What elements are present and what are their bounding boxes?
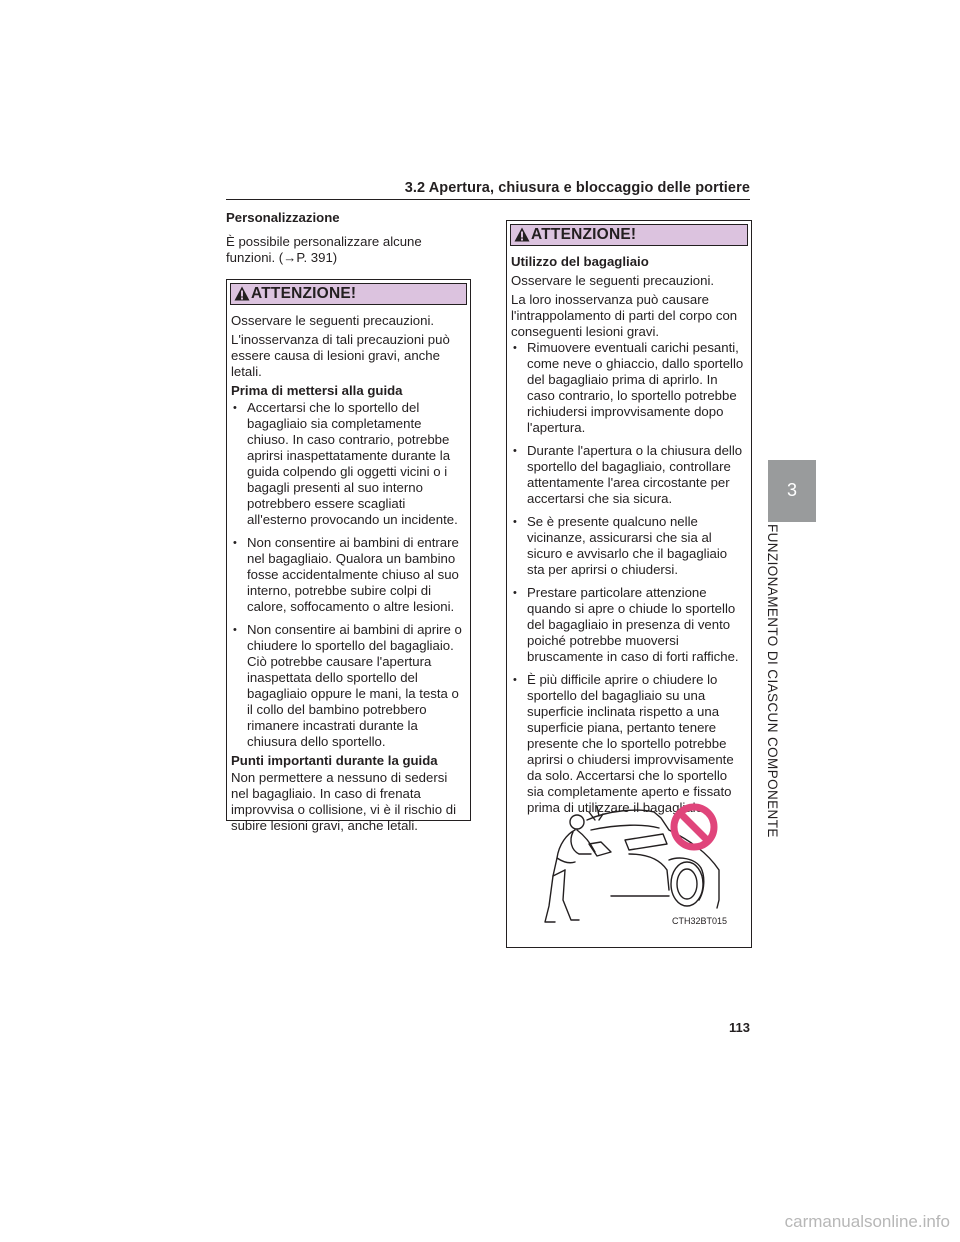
warning-header [510,224,748,246]
bullet-list [511,340,747,816]
list-item: • Rimuovere eventuali carichi pesanti, come neve o ghiaccio, dallo sportello del bagagliaio prima di aprirlo. In caso contrario, lo sportello potrebbe richiudersi improvvisamente dopo l'apertura. [511,340,747,436]
warning-title: ATTENZIONE! [531,226,637,243]
list-item: • Non consentire ai bambini di aprire o chiudere lo sportello del bagagliaio. Ciò potrebbe causare l'apertura inaspettata dello sportello del bagagliaio oppure le mani, la testa o il collo del bambino potrebbero rimanere incastrati durante la chiusura dello sportello. [231,622,466,750]
warning-subtitle: Utilizzo del bagagliaio [511,254,649,269]
bullet-list [231,400,466,750]
chapter-label [760,524,784,838]
list-item: • Se è presente qualcuno nelle vicinanze, assicurarsi che sia al sicuro e avvisarlo che il bagagliaio sta per aprirsi o chiudersi. [511,514,747,578]
left-column [226,210,470,270]
warning-text: La loro inosservanza può causare l'intrappolamento di parti del corpo con conseguenti lesioni gravi. [511,292,738,339]
warning-text: Osservare le seguenti precauzioni. [511,273,715,288]
watermark: carmanualsonline.info [784,1212,950,1231]
section-text: È possibile personalizzare alcune funzioni. (→P. 391) [226,234,422,265]
warning-subtitle: Punti importanti durante la guida [231,753,438,768]
list-item: • È più difficile aprire o chiudere lo sportello del bagagliaio su una superficie inclinata rispetto a una superficie piana, pertanto tenere presente che lo sportello potrebbe aprirsi o chiudersi improvvisamente da solo. Accertarsi che lo sportello sia completamente aperto e fissato prima di utilizzare il bagagliaio. [511,672,747,816]
list-item: • Non consentire ai bambini di entrare nel bagagliaio. Qualora un bambino fosse accidentalmente chiuso al suo interno, potrebbe subire colpi di calore, soffocamento o altre lesioni. [231,535,466,615]
figure-code: CTH32BT015 [672,916,728,926]
warning-icon [234,286,250,301]
trunk-warning-illustration [529,800,729,928]
page-number: 113 [729,1020,750,1035]
list-item: • Prestare particolare attenzione quando si apre o chiude lo sportello del bagagliaio in presenza di vento poiché potrebbe muoversi bruscamente in caso di forti raffiche. [511,585,747,665]
warning-subtitle: Prima di mettersi alla guida [231,383,403,398]
section-title: Personalizzazione [226,210,340,225]
list-item: • Durante l'apertura o la chiusura dello sportello del bagagliaio, controllare attentamente l'area circostante per accertarsi che sia sicura. [511,443,747,507]
prohibition-icon [674,807,714,847]
chapter-label-text: FUNZIONAMENTO DI CIASCUN COMPONENTE [765,524,780,838]
warning-icon [514,227,530,242]
warning-header [230,283,467,305]
list-item: • Accertarsi che lo sportello del bagagliaio sia completamente chiuso. In caso contrario, potrebbe aprirsi inaspettatamente durante la guida colpendo gli oggetti vicini o i bagagli presenti al suo interno potrebbero essere scagliati all'esterno provocando un incidente. [231,400,466,528]
warning-title: ATTENZIONE! [251,285,357,302]
header-rule [226,199,750,200]
warning-box-left [226,279,471,833]
page-header-title: 3.2 Apertura, chiusura e bloccaggio delle portiere [404,180,750,196]
warning-text: L'inosservanza di tali precauzioni può essere causa di lesioni gravi, anche letali. [231,332,450,379]
warning-text: Non permettere a nessuno di sedersi nel bagagliaio. In caso di frenata improvvisa o collisione, vi è il rischio di subire lesioni gravi, anche letali. [231,770,456,833]
chapter-number: 3 [786,480,797,500]
warning-text: Osservare le seguenti precauzioni. [231,313,435,328]
chapter-tab [768,460,816,522]
